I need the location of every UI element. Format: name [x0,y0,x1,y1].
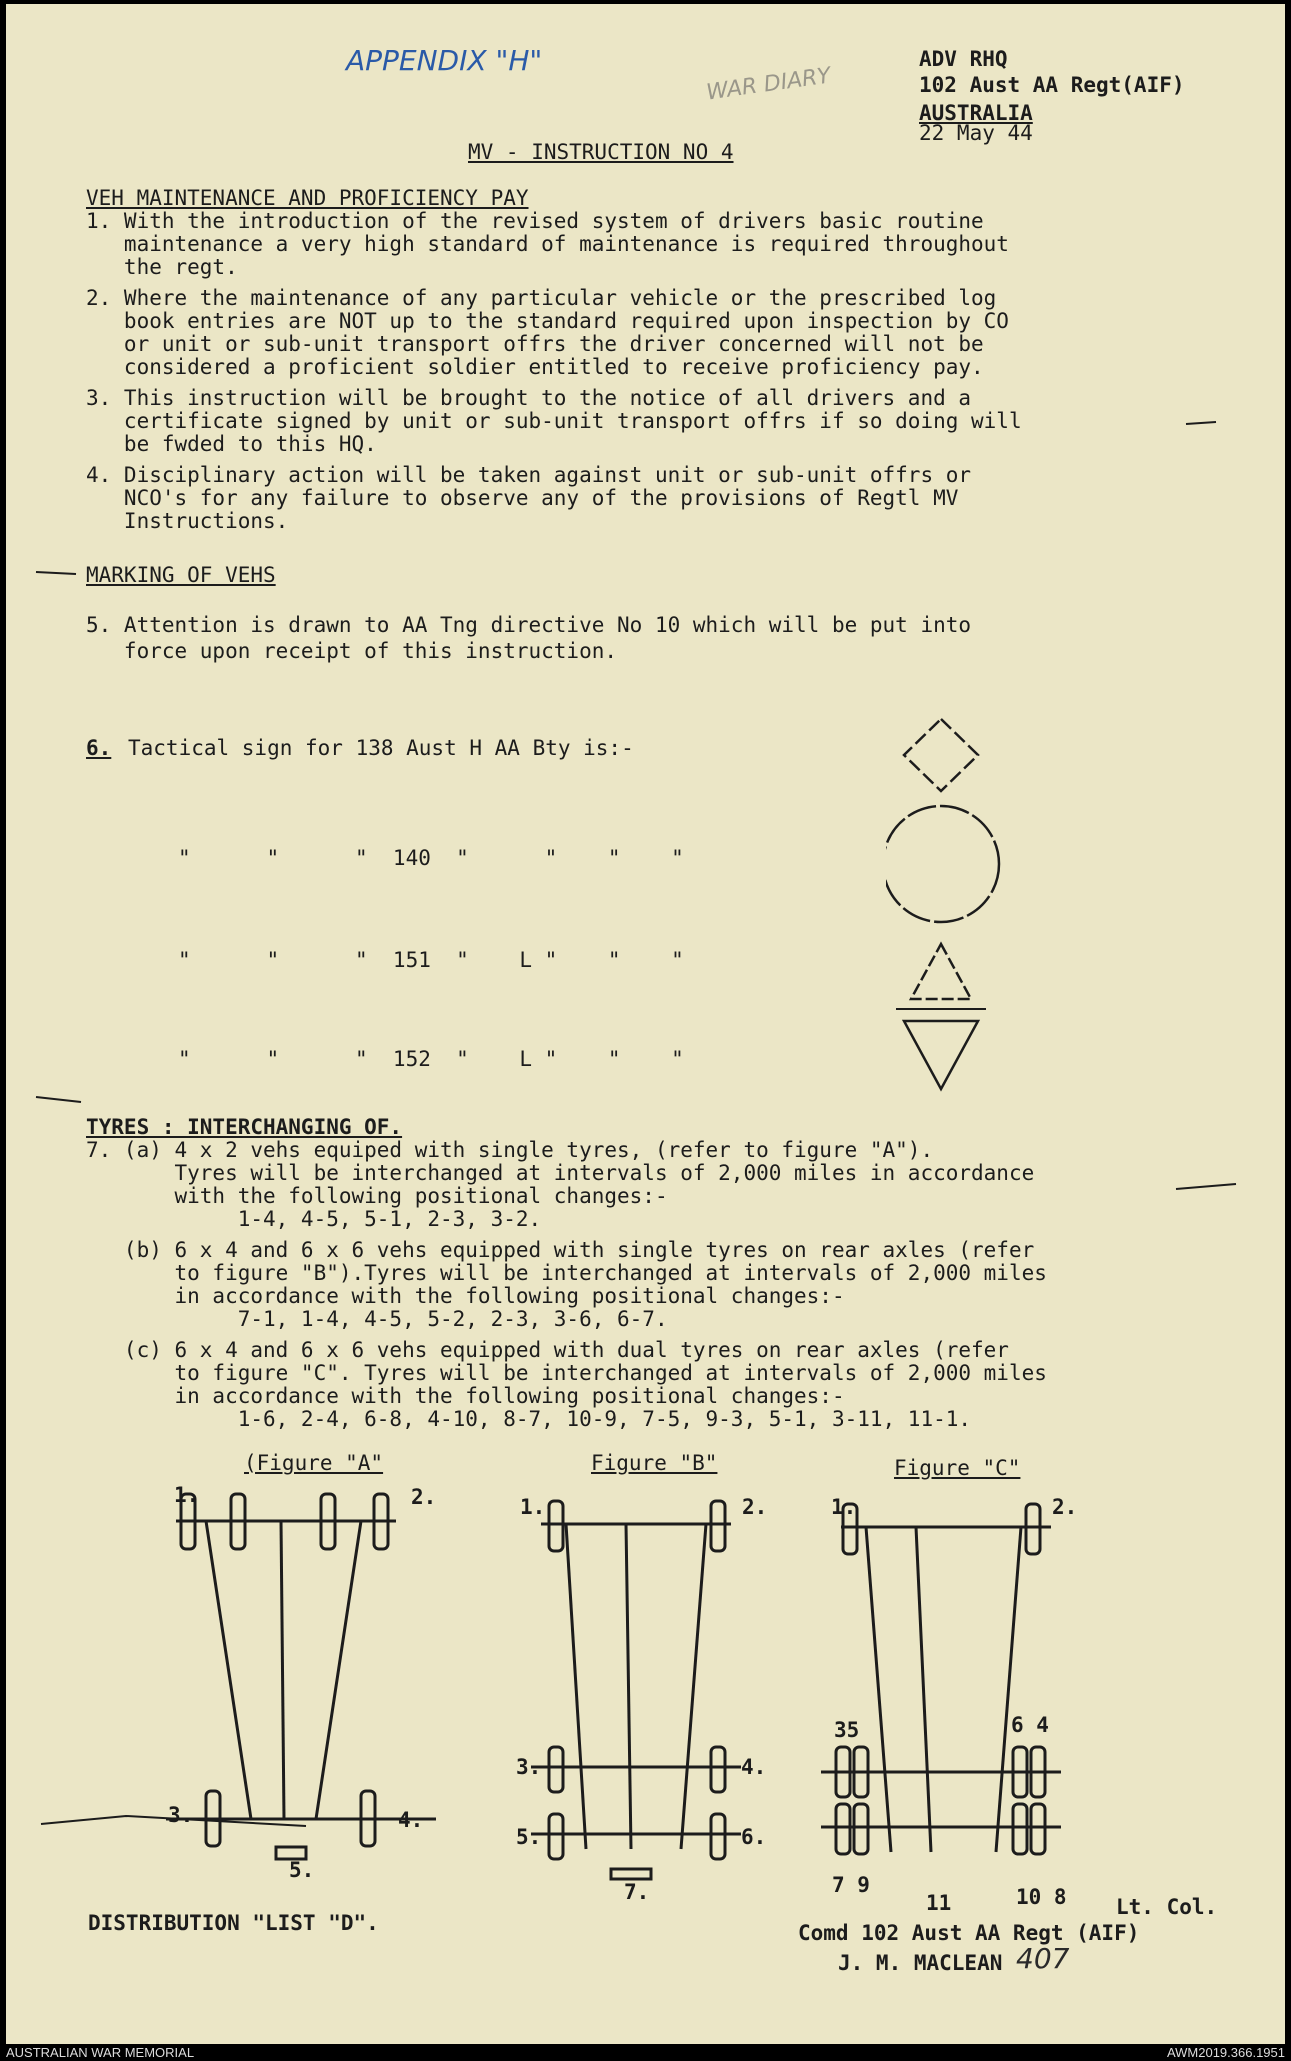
section-heading-maintenance: VEH MAINTENANCE AND PROFICIENCY PAY [86,186,529,210]
header-line-1: ADV RHQ [919,47,1008,71]
section-heading-marking: MARKING OF VEHS [86,563,276,587]
figure-c-pos-35: 35 [834,1718,860,1742]
para-1-line-1: 1. With the introduction of the revised system of drivers basic routine [86,209,984,233]
para-4-line-2: NCO's for any failure to observe any of the provisions of Regtl MV [86,486,959,510]
para-7b-line-1: (b) 6 x 4 and 6 x 6 vehs equipped with single tyres on rear axles (refer [86,1238,1035,1262]
para-3-line-1: 3. This instruction will be brought to the notice of all drivers and a [86,386,972,410]
para-2-line-3: or unit or sub-unit transport offrs the driver concerned will not be [86,332,984,356]
para-4-line-1: 4. Disciplinary action will be taken against unit or sub-unit offrs or [86,463,972,487]
figure-b-pos-4: 4. [741,1755,767,1779]
para-2-line-4: considered a proficient soldier entitled to receive proficiency pay. [86,355,984,379]
figure-b-pos-1: 1. [520,1495,546,1519]
figure-b-label: Figure "B" [591,1451,718,1475]
para-7c-line-1: (c) 6 x 4 and 6 x 6 vehs equipped with dual tyres on rear axles (refer [86,1338,1009,1362]
figure-b-pos-2: 2. [742,1495,768,1519]
figure-c-pos-2: 2. [1052,1495,1078,1519]
para-7a-line-2: Tyres will be interchanged at intervals of 2,000 miles in accordance [86,1161,1035,1185]
header-date: 22 May 44 [919,121,1033,145]
para-3-line-2: certificate signed by unit or sub-unit transport offrs if so doing will [86,409,1022,433]
para-1-line-2: maintenance a very high standard of maintenance is required throughout [86,232,1009,256]
header-line-2: 102 Aust AA Regt(AIF) [919,73,1185,97]
appendix-annotation: APPENDIX "H" [346,44,543,77]
para-2-line-2: book entries are NOT up to the standard required upon inspection by CO [86,309,1009,333]
section-heading-tyres: TYRES : INTERCHANGING OF. [86,1115,403,1139]
figure-c-label: Figure "C" [894,1456,1021,1480]
para-5-line-1: 5. Attention is drawn to AA Tng directive No 10 which will be put into [86,613,972,637]
para-7a-line-3: with the following positional changes:- [86,1184,668,1208]
para-2-line-1: 2. Where the maintenance of any particular vehicle or the prescribed log [86,286,997,310]
para-7a-line-1: 7. (a) 4 x 2 vehs equiped with single tyres, (refer to figure "A"). [86,1138,934,1162]
figure-c-pos-1: 1. [831,1495,857,1519]
figure-c-pos-11: 11 [926,1891,952,1915]
para-7b-line-4: 7-1, 1-4, 4-5, 5-2, 2-3, 3-6, 6-7. [86,1307,668,1331]
para-6-text: Tactical sign for 138 Aust H AA Bty is:- [128,736,634,760]
para-7b-line-2: to figure "B").Tyres will be interchanged at intervals of 2,000 miles [86,1261,1047,1285]
para-5-line-2: force upon receipt of this instruction. [86,639,618,663]
para-7c-line-4: 1-6, 2-4, 6-8, 4-10, 8-7, 10-9, 7-5, 9-3, 5-1, 3-11, 11-1. [86,1407,972,1431]
para-6-number: 6. [86,736,112,760]
figure-a-label: (Figure "A" [244,1451,384,1475]
figure-c-pos-64: 6 4 [1011,1713,1049,1737]
para-1-line-3: the regt. [86,255,238,279]
tactical-row-151: " " " 151 " L " " " [178,948,684,972]
page-title: MV - INSTRUCTION NO 4 [468,140,734,164]
figure-c-pos-79: 7 9 [832,1873,870,1897]
para-3-line-3: be fwded to this HQ. [86,432,377,456]
figure-a-pos-3: 3. [168,1803,194,1827]
figure-b-pos-3: 3. [516,1755,542,1779]
figure-b-pos-6: 6. [741,1825,767,1849]
figure-a-pos-1: 1. [174,1483,200,1507]
figure-a-pos-5: 5. [289,1858,315,1882]
figure-c-pos-108: 10 8 [1016,1885,1067,1909]
signature-rank: Lt. Col. [1116,1895,1218,1919]
tactical-row-152: " " " 152 " L " " " [178,1047,684,1071]
figure-b-pos-5: 5. [516,1825,542,1849]
footer-left: AUSTRALIAN WAR MEMORIAL [6,2045,195,2060]
tactical-row-140: " " " 140 " " " " [178,846,684,870]
figure-a-pos-4: 4. [398,1808,424,1832]
document-page [6,4,1285,2044]
para-7b-line-3: in accordance with the following positional changes:- [86,1284,845,1308]
para-7a-line-4: 1-4, 4-5, 5-1, 2-3, 3-2. [86,1207,542,1231]
figure-b-pos-7: 7. [624,1880,650,1904]
handwritten-number: 407 [1016,1942,1070,1975]
para-7c-line-3: in accordance with the following positional changes:- [86,1384,845,1408]
signature-title: Comd 102 Aust AA Regt (AIF) [798,1921,1140,1945]
signature-name: J. M. MACLEAN [838,1951,1003,1975]
header-line-3: AUSTRALIA [919,101,1033,125]
para-4-line-3: Instructions. [86,509,289,533]
distribution-list: DISTRIBUTION "LIST "D". [88,1911,379,1935]
war-diary-annotation: WAR DIARY [704,63,833,106]
para-7c-line-2: to figure "C". Tyres will be interchanged at intervals of 2,000 miles [86,1361,1047,1385]
footer-right: AWM2019.366.1951 [1166,2045,1285,2060]
paper-tear-marks [6,4,1285,2044]
figure-a-pos-2: 2. [411,1485,437,1509]
